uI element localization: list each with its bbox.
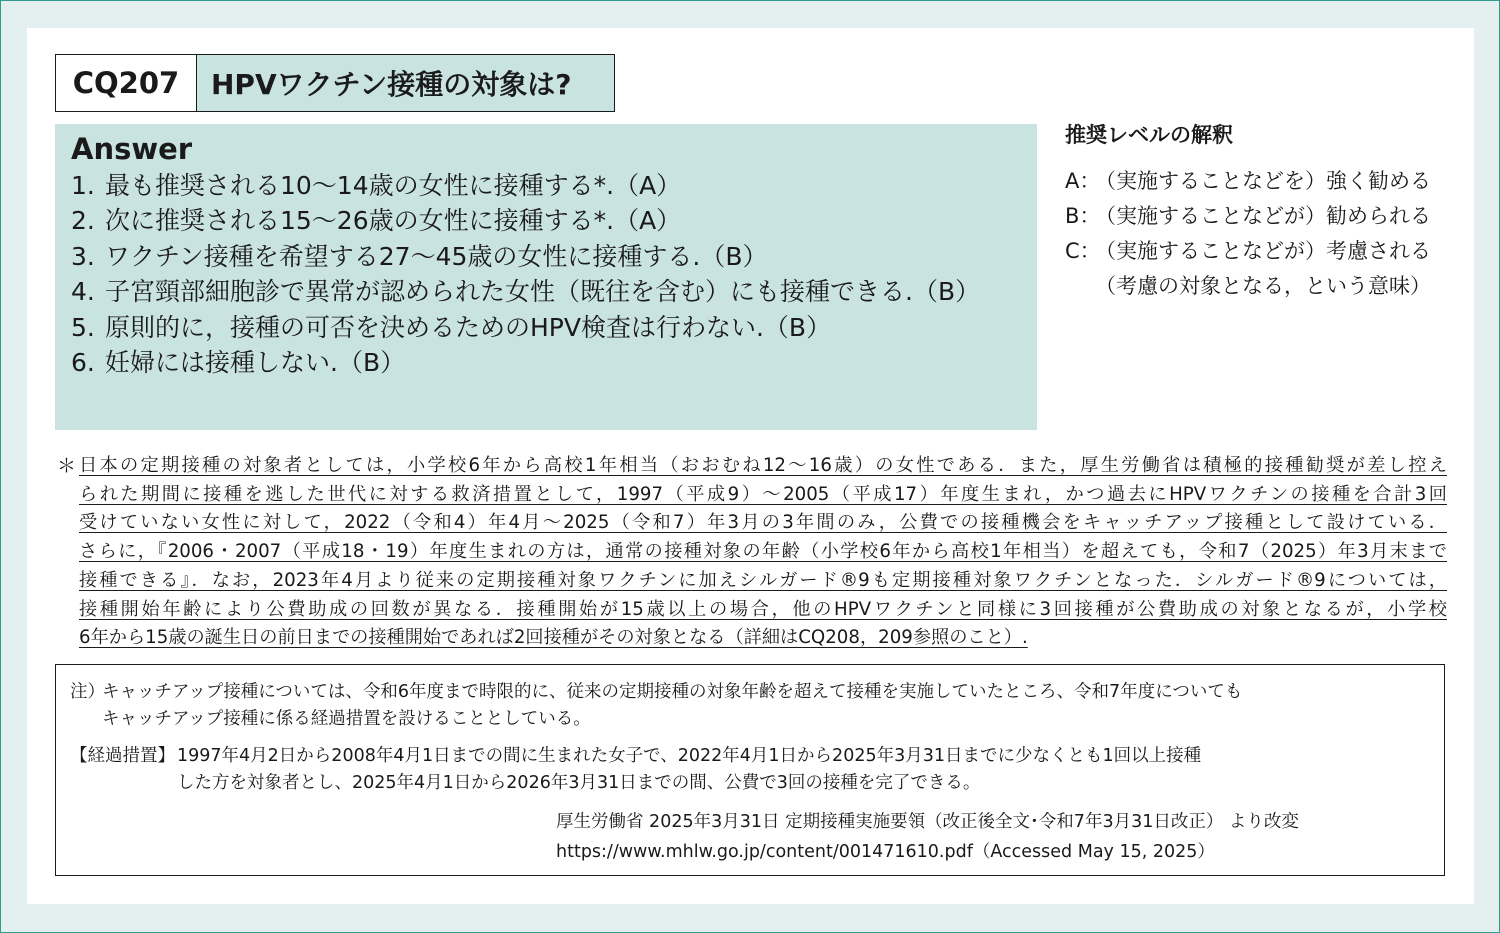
note-line: 1997年4月2日から2008年4月1日までの間に生まれた女子で、2022年4月1日から2025年3月31日までに少なくとも1回以上接種	[177, 746, 1202, 766]
answer-item-text: ワクチン接種を希望する27～45歳の女性に接種する.（B）	[105, 241, 768, 271]
note-catchup	[70, 679, 1444, 733]
cq-number: CQ207	[56, 55, 197, 111]
note-box	[55, 664, 1445, 876]
level-note: （考慮の対象となる，という意味）	[1095, 274, 1431, 298]
answer-item	[71, 203, 1037, 238]
level-key: B：	[1065, 204, 1101, 228]
answer-item	[71, 168, 1037, 203]
answer-item-text: 最も推奨される10～14歳の女性に接種する*.（A）	[105, 171, 682, 200]
level-key: A：	[1065, 169, 1101, 193]
answer-item-number: 2.	[71, 206, 95, 236]
level-item	[1065, 199, 1465, 234]
footnote-line: られた期間に接種を逃した世代に対する救済措置として，1997（平成9）～2005（平成17）年度生まれ，かつ過去にHPVワクチンの接種を合計3回	[79, 483, 1447, 505]
cq-title-box	[55, 54, 615, 112]
source-citation	[556, 807, 1299, 867]
cq-question-title: HPVワクチン接種の対象は?	[197, 55, 614, 111]
level-item	[1065, 234, 1465, 269]
footnote-lines	[79, 452, 1447, 653]
source-url: https://www.mhlw.go.jp/content/001471610.pdf（Accessed May 15, 2025）	[556, 842, 1215, 862]
level-item	[1065, 164, 1465, 199]
footnote-line: 接種開始年齢により公費助成の回数が異なる．接種開始が15歳以上の場合，他のHPVワクチンと同様に3回接種が公費助成の対象となるが，小学校	[79, 598, 1447, 620]
answer-item	[71, 239, 1037, 274]
answer-list	[71, 168, 1037, 380]
content-panel	[27, 28, 1474, 904]
note-line: キャッチアップ接種については、令和6年度まで時限的に、従来の定期接種の対象年齢を超えて接種を実施していたところ、令和7年度についても	[102, 682, 1243, 702]
answer-heading: Answer	[71, 132, 193, 166]
answer-item-text: 次に推奨される15～26歳の女性に接種する*.（A）	[105, 206, 682, 236]
answer-item-number: 4.	[71, 277, 95, 307]
level-text: （実施することなどが）考慮される	[1095, 239, 1431, 263]
footnote-line: さらに，『2006・2007（平成18・19）年度生まれの方は，通常の接種対象の年齢（小学校6年から高校1年相当）を超えても，令和7（2025）年3月末まで	[79, 541, 1447, 563]
answer-box	[55, 124, 1037, 430]
answer-item	[71, 345, 1037, 380]
note-label: 注）	[70, 682, 105, 702]
answer-item	[71, 310, 1037, 345]
footnote	[55, 452, 1447, 653]
answer-item-number: 3.	[71, 241, 95, 271]
answer-item	[71, 274, 1037, 309]
answer-item-text: 原則的に，接種の可否を決めるためのHPV検査は行わない.（B）	[105, 312, 832, 342]
footnote-asterisk: ＊	[57, 455, 77, 477]
note-line: した方を対象者とし、2025年4月1日から2026年3月31日までの間、公費で3回の接種を完了できる。	[177, 773, 981, 793]
note-label: 【経過措置】	[70, 746, 175, 766]
source-line: 厚生労働省 2025年3月31日 定期接種実施要領（改正後全文･令和7年3月31日改正） より改変	[556, 812, 1299, 832]
footnote-line: 日本の定期接種の対象者としては，小学校6年から高校1年相当（おおむね12～16歳）の女性である．また，厚生労働省は積極的接種勧奨が差し控え	[79, 455, 1447, 476]
footnote-line: 受けていない女性に対して，2022（令和4）年4月～2025（令和7）年3月の3年間のみ，公費での接種機会をキャッチアップ接種として設けている．	[79, 512, 1447, 534]
answer-item-text: 妊婦には接種しない.（B）	[105, 348, 406, 378]
level-key: C：	[1065, 239, 1101, 263]
answer-item-number: 6.	[71, 348, 95, 378]
footnote-line: 接種できる』．なお，2023年4月より従来の定期接種対象ワクチンに加えシルガード®9も定期接種対象ワクチンとなった．シルガード®9については，	[79, 569, 1447, 591]
answer-item-number: 1.	[71, 171, 95, 200]
recommendation-levels	[1065, 120, 1465, 304]
footnote-line: 6年から15歳の誕生日の前日までの接種開始であれば2回接種がその対象となる（詳細はCQ208，209参照のこと）.	[79, 627, 1028, 649]
answer-item-text: 子宮頸部細胞診で異常が認められた女性（既往を含む）にも接種できる.（B）	[105, 277, 981, 307]
level-text: （実施することなどが）勧められる	[1095, 204, 1431, 228]
answer-item-number: 5.	[71, 312, 95, 342]
level-text: （実施することなどを）強く勧める	[1095, 169, 1431, 193]
levels-title: 推奨レベルの解釈	[1065, 123, 1233, 147]
note-transitional-measure	[70, 743, 1444, 797]
note-line: キャッチアップ接種に係る経過措置を設けることとしている。	[102, 709, 591, 729]
